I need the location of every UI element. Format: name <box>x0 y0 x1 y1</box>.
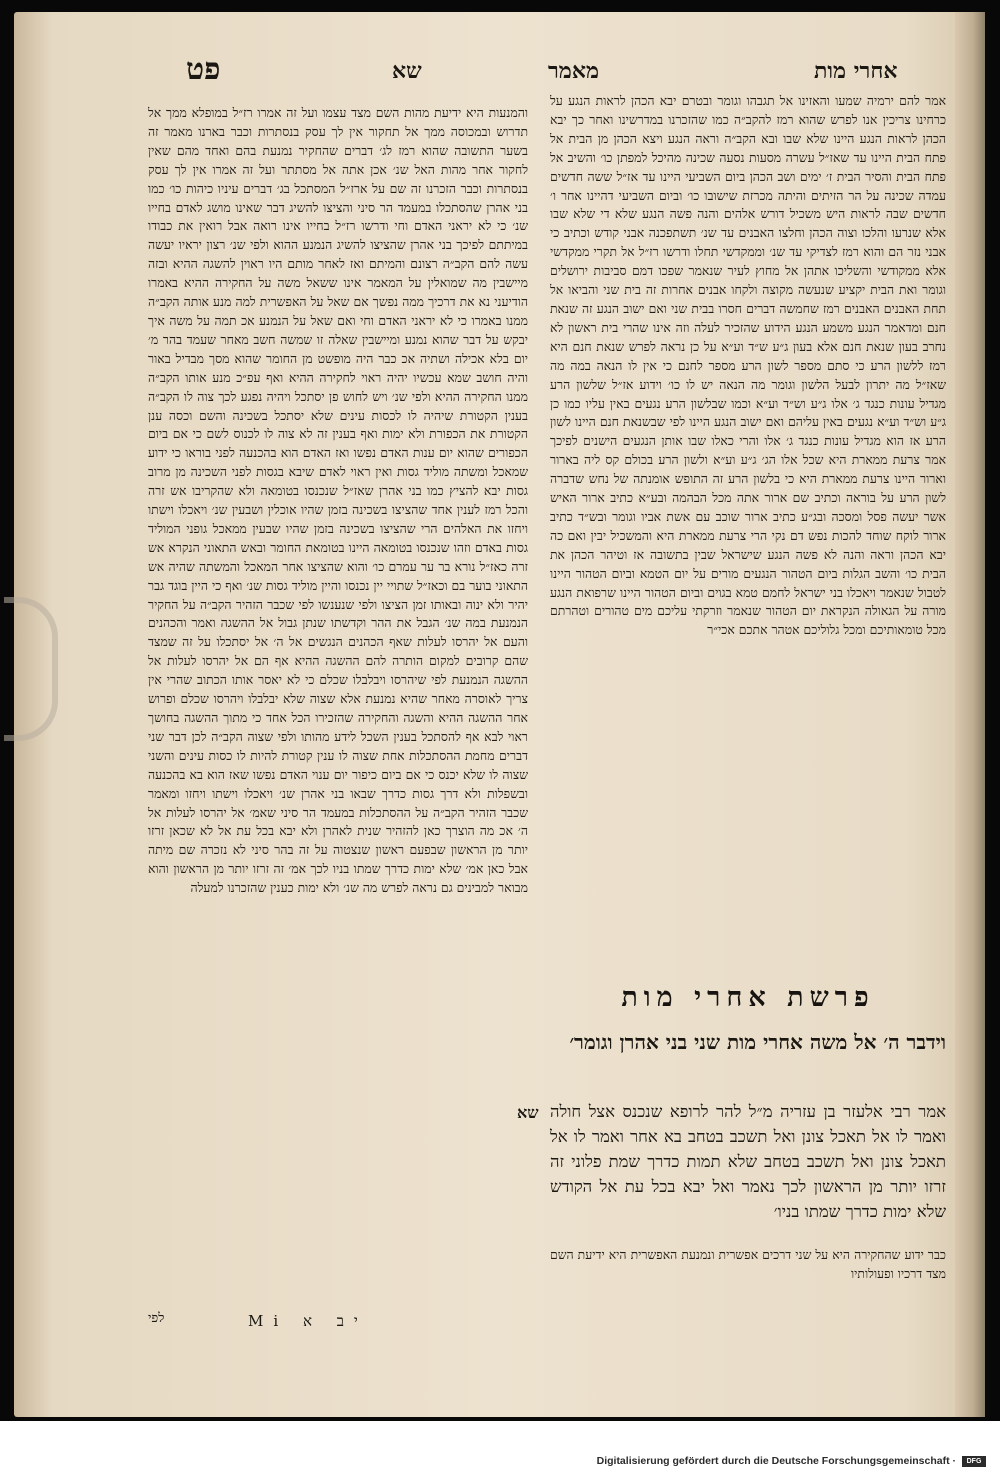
left-column-text <box>148 104 528 1312</box>
page-clip <box>4 597 58 741</box>
midrash-text: אמר רבי אלעזר בן עזריה מ״ל להר לרופא שנכנס אצל חולה ואמר לו אל תאכל צונן ואל תשכב בטחב בא אחר ואמר לו אל תאכל צונן ואל תשכב בטחב שלא תמות כדרך שמת פלוני זה זרזו יותר מן הראשון לכך נאמר ואל יבא בכל עת אל הקודש שלא ימות כדרך שמתו בניו׳ <box>550 1102 946 1221</box>
right-column-text <box>550 92 946 977</box>
side-marker: שא <box>517 1103 539 1122</box>
page-gutter <box>955 12 985 1417</box>
catchword: לפי <box>148 1311 165 1326</box>
commentary-opening-text: כבר ידוע שהחקירה היא על שני דרכים אפשרית ונמנעת האפשרית היא ידיעת השם מצד דרכיו ופעולותיו <box>550 1247 946 1281</box>
header-folio: פט <box>186 52 221 87</box>
parashah-title: פרשת אחרי מות <box>621 982 875 1013</box>
footer-credit: Digitalisierung gefördert durch die Deutsche Forschungsgemeinschaft · <box>596 1455 956 1467</box>
left-column-body: והמנעות היא ידיעת מהות השם מצד עצמו ועל זה אמרו רז״ל במופלא ממך אל תדרוש ובמכוסה ממך אל תחקור אין לך עסק בנסתרות וכבר בארנו מאמר זה בשער התשובה שהוא רמז לג׳ דברים שהחקיר נמנעת בהם ואחד מהם שאין לחקור אחר מהות האל שנ׳ אכן אתה אל מסתתר ועל זה אמרו אין לך עסק בנסתרות וכבר הזכרנו זה שם על ארז״ל המסתכל בג׳ דברים עיניו כיהות כו׳ כמו בני אהרן שהסתכלו במעמד הר סיני והציצו להשיג דבר שאינו מושג לאדם בחייו שנ׳ כי לא יראני האדם וחי ודרשו רז״ל בחייו אינו רואה אבל רואין את כבודו במיתתם לפיכך בני אהרן שהציצו להשיג הנמנע ההוא ולפי שנ׳ רצון יראיו יעשה עשה להם הקב״ה רצונם והמיתם ואז לאחר מותם היו ראוין להשגה ההיא ובזה מיישבין מה שמואלין על המאמר אינו ששאל משה על החקירה ההיא באמרו הודיעני נא את דרכיך ממה נפשך אם שאל על האפשרית למה מנע אותה הקב״ה ממנו באמרו כי לא יראני האדם וחי ואם שאל על הנמנע אכ תמה על משה איך יבקש על דבר שהוא נמנע ומיישבין שאלה זו שמשה חשב מאחר שעמד בהר מ׳ יום בלא אכילה ושתיה אכ כבר היה מופשט מן החומר שהוא מסך מבדיל באור והיה חושב שמא עכשיו יהיה ראוי לחקירה ההיא ואף עפ״כ מנע אותו הקב״ה ממנו החקירה ההיא ולפי שנ׳ ויש לחוש פן יסתכל ויהיה נפגע לכך צוה לו הקב״ה בענין הקטורת שיהיה לו לכסות עינים שלא יסתכל בשכינה והשם וכסה ענן הקטורת את הכפורת ולא ימות ואף בענין זה לא צוה לו לכנוס לשם כי אם ביום הכפורים שהוא יום ענות האדם נפשו ואז האדם הוא בהכנעה לפני בוראו כי ידוע שמאכל ומשתה מוליד גסות ואין ראוי לאדם שיבא בגסות לפני השכינה מן מרוב גסות יבא להציץ כמו בני אהרן שאז״ל שנכנסו בטומאה ולא שהקריבו אש זרה והכל רמז לענין אחד שהציצו בשכינה בזמן שהיו אוכלין ושבעין שנ׳ ויאכלו וישתו ויחזו את האלהים הרי שהציצו בשכינה בזמן שהיו שבעין ממאכל גופני המוליד גסות באדם וזהו שנכנסו בטומאה היינו בטומאת החומר ובאש התאוני הנקרא אש זרה כאז״ל נורא בר ער עמרם כו׳ והוא שהציצו אחר המאכל והמשתה שהיה אש התאוני בוער בם וכאז״ל שתויי יין נכנסו והיין מוליד גסות שנ׳ ואף כי היין בוגד גבר יהיר ולא ינוה ובאותו זמן הציצו ולפי שנענשו לפי שכבר הזהיר הקב״ה על החקיר הנמנעת במה שנ׳ הגבל את ההר וקדשתו שנתן גבול אל ההשגה ואמר והכהנים והעם אל יהרסו לעלות שאף הכהנים הנגשים אל ה׳ אל יסתכלו על זה שמצד שהם קרובים למקום הותרה להם ההשגה ההיא אף הם אל יהרסו לעלות אל ההשגה הנמנעת לפי שיהרסו ויבלבלו שכלם כי לא יאסר אותו הכתוב שהרי אין צריך לאוסרה מאחר שהיא נמנעת אלא שצוה שלא יבלבלו ויהרסו שכלם ופרוש אחר ההשגה ההיא והשגה והחקירה שהזכירו הכל אחד כי מתוך ההשגה בחושך ראוי לבא אף להסתכל בענין השכל לידע מהותו ולפי שצוה הקב״ה לכן דבר שני דברים מחמת ההסתכלות אחת שצוה לו ענין קטורת להיות לו כסות עינים והשני שצוה לו שלא יכנס כי אם ביום כיפור יום ענוי האדם נפשו שאז הוא בא בהכנעה ובשפלות ולא דרך גסות כדרך שבאו בני אהרן שנ׳ ויאכלו וישתו ויחזו ומאמר שכבר הזהיר הקב״ה על ההסתכלות במעמד הר סיני שאמ׳ אל יהרסו לעלות אל ה׳ אכ מה הוצרך כאן להזהיר שנית לאהרן ולא יבא בכל עת אל לא שכאן זרזו יותר מן הראשון שבפעם ראשון שנצטוה על זה בהר סיני לא נזכרה שם מיתה אבל כאן אמ׳ שלא ימות כדרך שמתו בניו לכך אמ׳ זה זרזו יותר מן הראשון והוא מבואר למבינים גם נראה לפרש מה שנ׳ ולא ימות כענין שהזכרנו למעלה <box>148 105 528 896</box>
header-section-label: מאמר <box>548 58 600 84</box>
header-section-number: שא <box>392 58 422 84</box>
right-column-body: אמר להם ירמיה שמעו והאזינו אל תגבהו וגומר ובטרם יבא הכהן לראות הנגע על כרחינו צריכין אנו לפרש שהוא רמז להקב״ה כמו שהזכרנו במדרשינו ואחר כך יבא הכהן לראות הנגע היינו שלא שבו ובא הקב״ה וראה הנגע ויצא הכהן מן הבית אל פתח הבית היינו עד שאז״ל עשרה מסעות נסעה שכינה מהיכל למפתן כו׳ והשיב אל פתח הבית והסיר הבית ז׳ ימים ושב הכהן ביום השביעי היינו עד אז״ל ששה חדשים עמדה שכינה על הר הזיתים והיתה מכרזת שישובו כו׳ וביום השביעי דהיינו אחר ו׳ חדשים שבה לראות היש משכיל דורש אלהים והנה פשה הנגע שלא די שלא שבו אלא שנרעו והלכו וצוה הכהן וחלצו האבנים עד שנ׳ תשתפכנה אבני קודש וכתיב כי אבני נזר הם והוא רמז לצדיקי עד שנ׳ וממקדשי תחלו ודרשו רז״ל אל תקרי ממקדשי אלא ממקודשי והשליכו אתהן אל מחוץ לעיר שנאמר שפכו דמם סביבות ירושלים וגומר ואת הבית יקציע שנעשה מקוצה ולקחו אבנים אחרות זה בית שני והביאו אל תחת האבנים האבנים רמז שחמשה דברים חסרו בבית שני ואם ישוב הנגע זה שנאת חנם ומדאמר הנגע משמע הנגע הידוע שהזכיר לעלה וזה אינו שהרי בית ראשון לא נחרב בעון שנאת חנם אלא בעון ג״ע ש״ד וע״א על כן נראה לפרש שנאת חנם היא רמז ללשון הרע כי סתם מספר לשון הרע מספר לחנם כי אין לו הנאה במה מה שאז״ל מה יתרון לבעל הלשון וגומר מה הנאה יש לו כו׳ וידוע אז״ל שלשון הרע מגדיל עונות כנגד ג׳ אלו ג״ע וש״ד וע״א וכמו שבלשון הרע נגעים באין עליו כמו כן ג״ע וש״ד וע״א נגעים באין עליהם ואם ישוב הנגע היינו לפי שבשנאת חנם היינו לשון הרע אז הוא מגדיל עונות כנגד ג׳ אלו והרי כאלו שבו אותן הנגעים הישנים לפיכך אמר צרעת ממארת היא שכל אלו הג׳ ג״ע וע״א ולשון הרע בכולם קס ליה בארור וארור היינו צרעת ממארת היא כי בלשון הרע זה התופש אומנתה של נחש שדברה לשון הרע על בוראה וכתיב שם ארור אתה מכל הבהמה ובע״א כתיב ארור האיש אשר יעשה פסל ומסכה ובג״ע כתיב ארור שוכב עם אשת אביו וגומר ובש״ד כתיב ארור לוקח שוחד להכות נפש דם נקי הרי צרעת ממארת היא והמשכיל יבין ואם כה יבא הכהן וראה והנה לא פשה הנגע שישראל שבין בתשובה אז וטיהר הכהן את הבית כו׳ והשב הגלות ביום הטהור הנגעים מורים על יום הטמא וביום הטהור היינו לטבול שנאמר ויאכלו בני ישראל לחמם טמא בגוים וביום הטהור היינו שרפואת הנגע מורה על הגאולה הנקראת יום הטהור שנאמר וזרקתי עליכם מים טהורים וטהרתם מכל טומאותיכם ומכל גלוליכם אטהר אתכם אכי״ר <box>550 93 946 638</box>
dfg-logo-icon: DFG <box>962 1456 986 1467</box>
header-running-title: אחרי מות <box>814 58 898 84</box>
signature-mark: Mi יב א <box>248 1312 368 1330</box>
footer <box>597 1455 986 1467</box>
verse-text: וידבר ה׳ אל משה אחרי מות שני בני אהרן וגומר׳ <box>569 1030 946 1054</box>
